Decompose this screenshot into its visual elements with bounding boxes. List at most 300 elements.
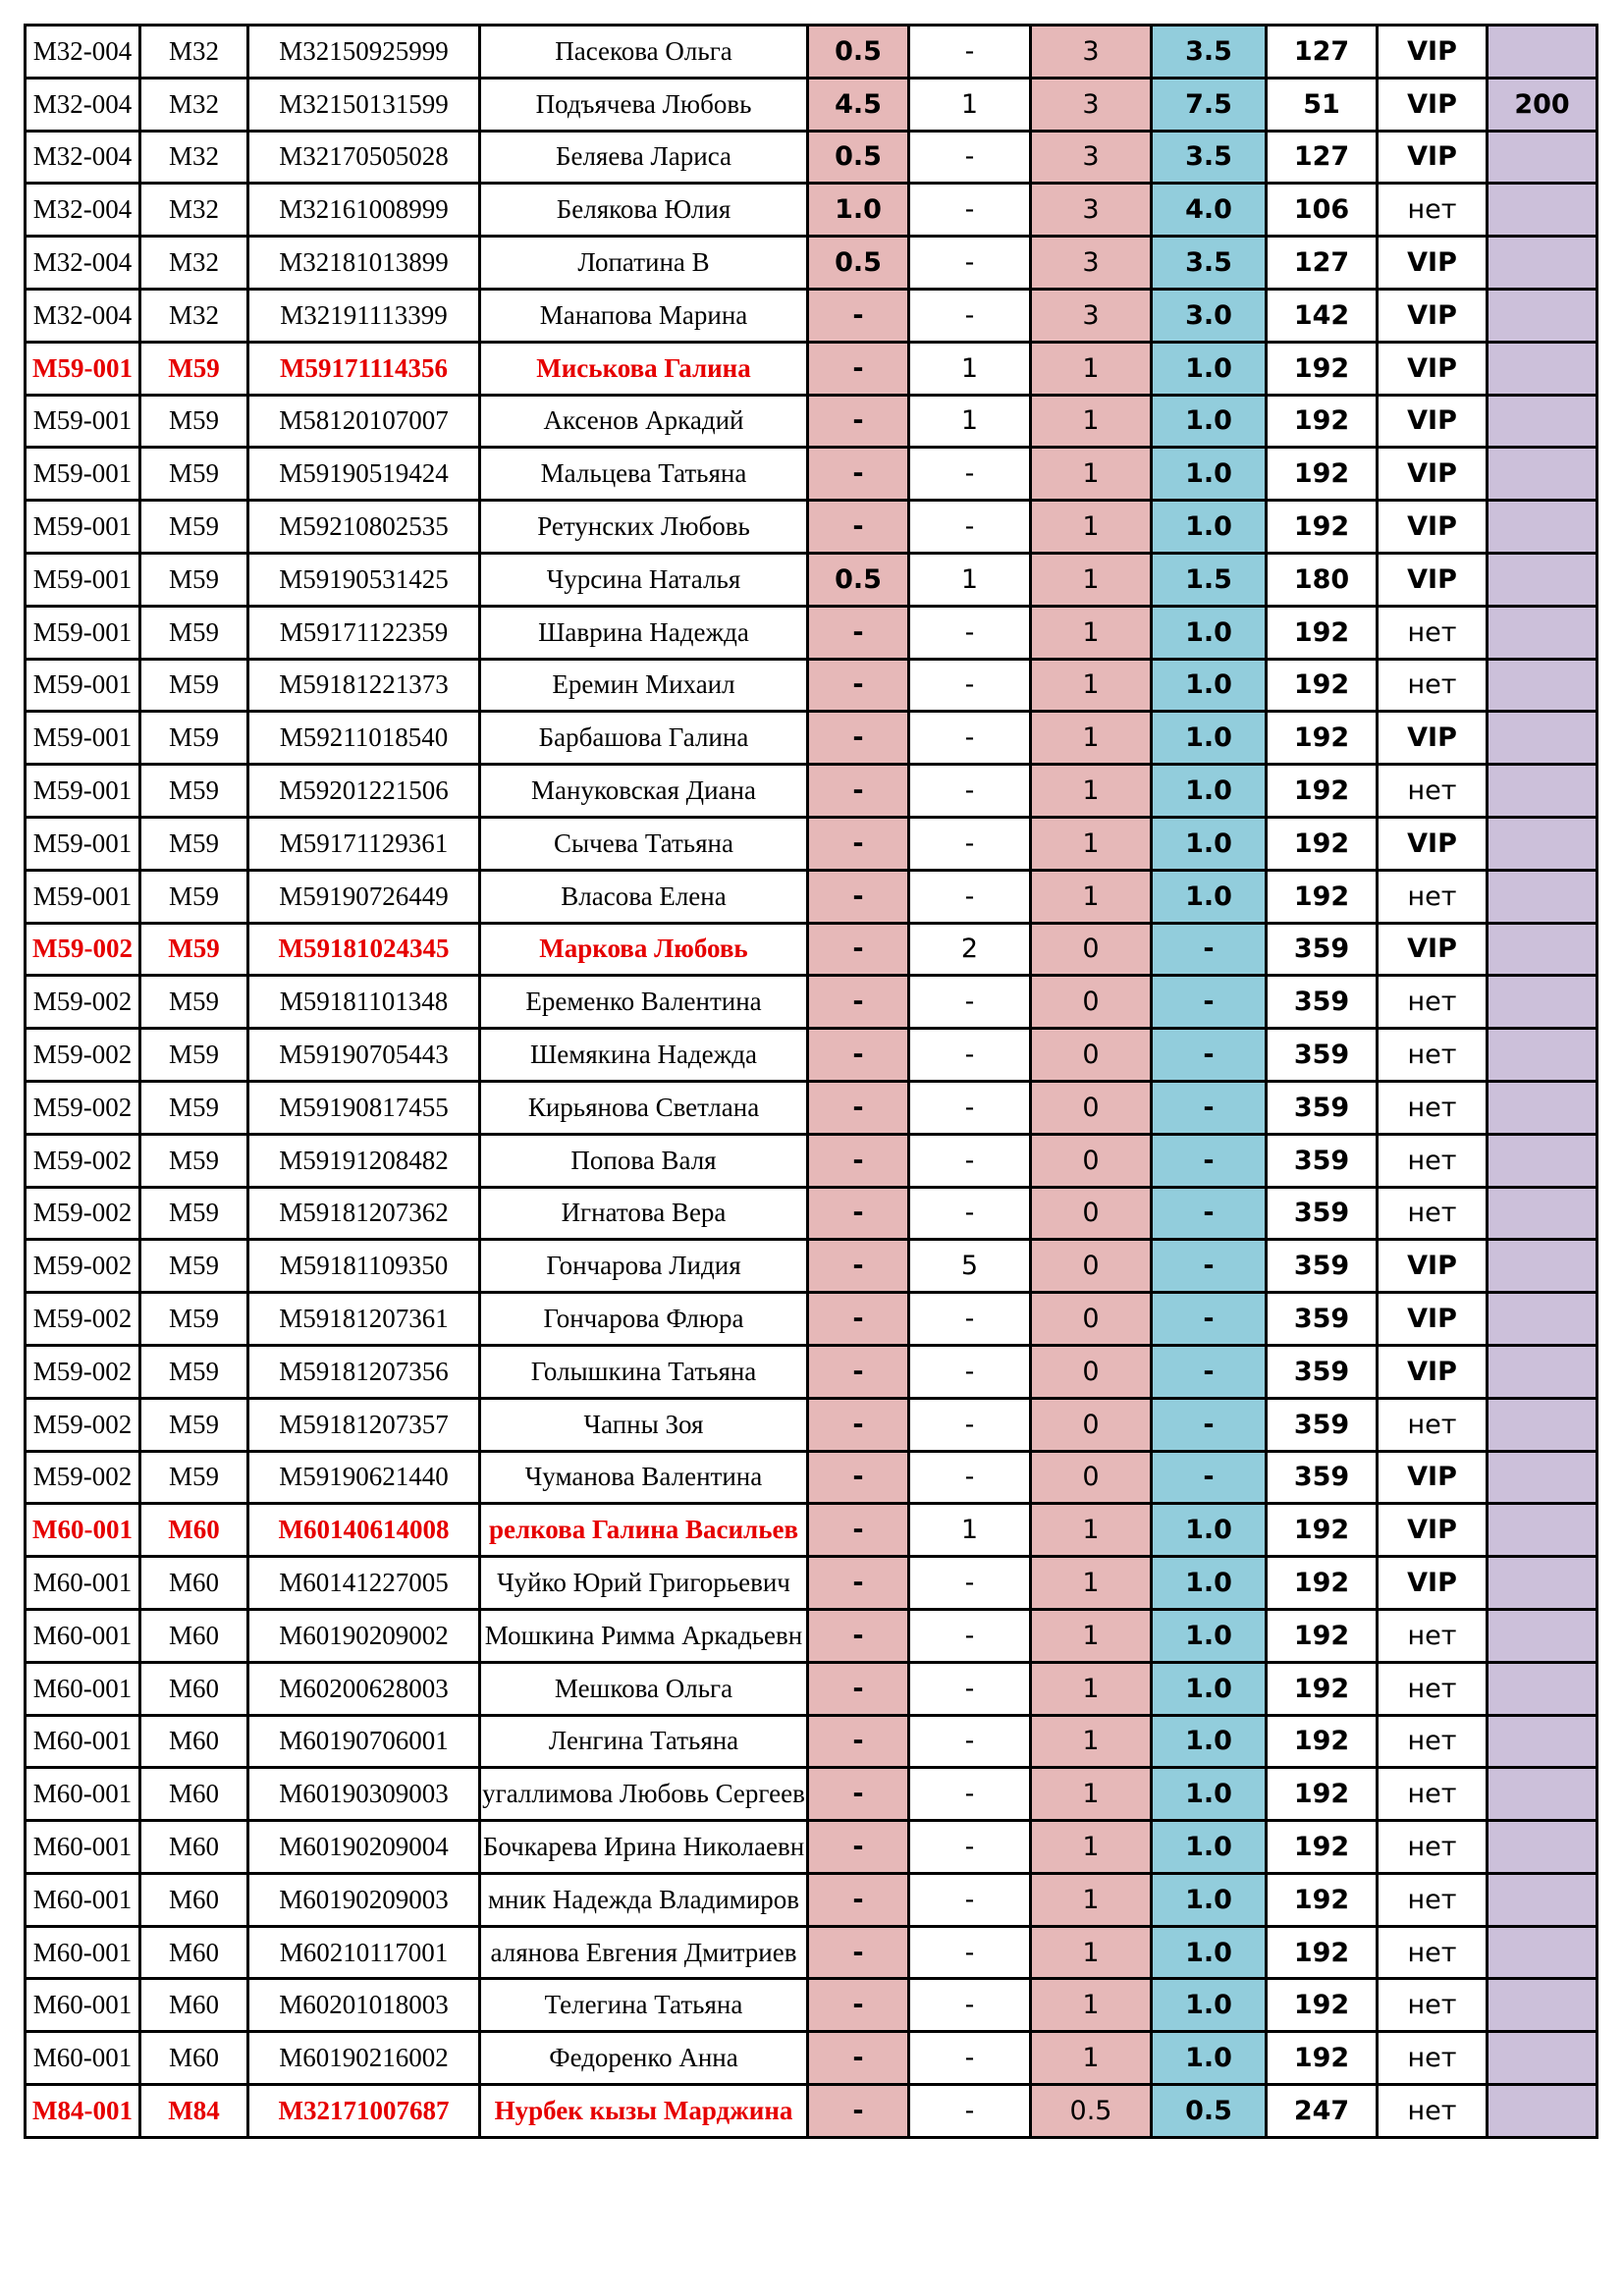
table-row xyxy=(26,501,1597,554)
bonus-cell xyxy=(1488,131,1597,184)
value-a-cell: 1.0 xyxy=(808,184,909,237)
value-b-cell: - xyxy=(909,1293,1031,1346)
value-d-cell: - xyxy=(1152,1081,1267,1134)
value-c-cell: 0 xyxy=(1031,923,1152,976)
bonus-cell xyxy=(1488,606,1597,659)
value-a-cell: - xyxy=(808,1715,909,1768)
group-cell: М59 xyxy=(140,1029,248,1082)
member-code-cell: М60-001 xyxy=(26,1504,140,1557)
value-e-cell: 192 xyxy=(1267,1715,1378,1768)
member-id-cell: М32150131599 xyxy=(248,78,480,131)
member-code-cell: М32-004 xyxy=(26,237,140,290)
value-a-cell: - xyxy=(808,1134,909,1187)
member-code-cell: М60-001 xyxy=(26,2032,140,2085)
value-d-cell: - xyxy=(1152,976,1267,1029)
group-cell: М32 xyxy=(140,78,248,131)
value-c-cell: 3 xyxy=(1031,289,1152,342)
vip-status-cell: VIP xyxy=(1378,1240,1488,1293)
group-cell: М59 xyxy=(140,553,248,606)
value-a-cell: - xyxy=(808,817,909,870)
value-e-cell: 192 xyxy=(1267,1504,1378,1557)
value-a-cell: - xyxy=(808,923,909,976)
value-b-cell: 1 xyxy=(909,78,1031,131)
member-id-cell: М60190706001 xyxy=(248,1715,480,1768)
value-c-cell: 1 xyxy=(1031,1662,1152,1715)
value-c-cell: 1 xyxy=(1031,448,1152,501)
value-b-cell: - xyxy=(909,448,1031,501)
value-d-cell: - xyxy=(1152,1187,1267,1240)
group-cell: М59 xyxy=(140,870,248,923)
value-d-cell: - xyxy=(1152,1134,1267,1187)
table-row xyxy=(26,1873,1597,1926)
group-cell: М59 xyxy=(140,395,248,448)
member-name-cell: Мануковская Диана xyxy=(480,765,808,818)
value-d-cell: 1.0 xyxy=(1152,501,1267,554)
bonus-cell xyxy=(1488,1029,1597,1082)
value-d-cell: 1.0 xyxy=(1152,870,1267,923)
value-e-cell: 247 xyxy=(1267,2085,1378,2138)
group-cell: М59 xyxy=(140,817,248,870)
member-id-cell: М60190309003 xyxy=(248,1768,480,1821)
vip-status-cell: VIP xyxy=(1378,1293,1488,1346)
value-a-cell: - xyxy=(808,289,909,342)
member-name-cell: Подъячева Любовь xyxy=(480,78,808,131)
value-b-cell: - xyxy=(909,1029,1031,1082)
value-b-cell: 1 xyxy=(909,395,1031,448)
vip-status-cell: нет xyxy=(1378,1187,1488,1240)
value-c-cell: 3 xyxy=(1031,184,1152,237)
group-cell: М59 xyxy=(140,1398,248,1451)
table-row xyxy=(26,1451,1597,1504)
value-b-cell: - xyxy=(909,1398,1031,1451)
vip-status-cell: VIP xyxy=(1378,289,1488,342)
value-a-cell: - xyxy=(808,712,909,765)
member-name-cell: Телегина Татьяна xyxy=(480,1979,808,2032)
member-name-cell: Чурсина Наталья xyxy=(480,553,808,606)
member-id-cell: М32170505028 xyxy=(248,131,480,184)
member-id-cell: М59190817455 xyxy=(248,1081,480,1134)
member-code-cell: М60-001 xyxy=(26,1609,140,1662)
bonus-cell xyxy=(1488,1345,1597,1398)
value-d-cell: 1.0 xyxy=(1152,1821,1267,1874)
value-d-cell: - xyxy=(1152,1240,1267,1293)
value-b-cell: - xyxy=(909,1345,1031,1398)
value-d-cell: 1.0 xyxy=(1152,1768,1267,1821)
value-e-cell: 180 xyxy=(1267,553,1378,606)
member-name-cell: Ленгина Татьяна xyxy=(480,1715,808,1768)
value-c-cell: 0 xyxy=(1031,1345,1152,1398)
value-b-cell: - xyxy=(909,2085,1031,2138)
table-row xyxy=(26,2085,1597,2138)
vip-status-cell: нет xyxy=(1378,1609,1488,1662)
member-code-cell: М60-001 xyxy=(26,1662,140,1715)
bonus-cell xyxy=(1488,659,1597,712)
member-name-cell: Барбашова Галина xyxy=(480,712,808,765)
value-c-cell: 0 xyxy=(1031,976,1152,1029)
bonus-cell xyxy=(1488,1557,1597,1610)
group-cell: М60 xyxy=(140,1979,248,2032)
value-e-cell: 192 xyxy=(1267,1873,1378,1926)
member-name-cell: Еремин Михаил xyxy=(480,659,808,712)
member-name-cell: Федоренко Анна xyxy=(480,2032,808,2085)
value-e-cell: 192 xyxy=(1267,1821,1378,1874)
value-c-cell: 1 xyxy=(1031,1768,1152,1821)
group-cell: М59 xyxy=(140,1081,248,1134)
member-id-cell: М59181207362 xyxy=(248,1187,480,1240)
value-c-cell: 0 xyxy=(1031,1029,1152,1082)
member-code-cell: М59-001 xyxy=(26,501,140,554)
value-b-cell: - xyxy=(909,1715,1031,1768)
value-d-cell: 1.0 xyxy=(1152,659,1267,712)
value-a-cell: - xyxy=(808,1557,909,1610)
value-a-cell: - xyxy=(808,1187,909,1240)
member-name-cell: Попова Валя xyxy=(480,1134,808,1187)
member-id-cell: М59181207361 xyxy=(248,1293,480,1346)
table-row xyxy=(26,342,1597,395)
table-row xyxy=(26,1240,1597,1293)
group-cell: М59 xyxy=(140,342,248,395)
value-b-cell: - xyxy=(909,1662,1031,1715)
bonus-cell xyxy=(1488,1187,1597,1240)
bonus-cell xyxy=(1488,1979,1597,2032)
member-code-cell: М59-002 xyxy=(26,1451,140,1504)
value-d-cell: - xyxy=(1152,1398,1267,1451)
member-name-cell: Миськова Галина xyxy=(480,342,808,395)
value-e-cell: 51 xyxy=(1267,78,1378,131)
member-name-cell: алянова Евгения Дмитриев xyxy=(480,1926,808,1979)
value-a-cell: - xyxy=(808,1451,909,1504)
group-cell: М59 xyxy=(140,976,248,1029)
value-e-cell: 192 xyxy=(1267,606,1378,659)
member-id-cell: М58120107007 xyxy=(248,395,480,448)
member-id-cell: М59181207356 xyxy=(248,1345,480,1398)
value-e-cell: 192 xyxy=(1267,817,1378,870)
value-a-cell: - xyxy=(808,501,909,554)
group-cell: М60 xyxy=(140,1821,248,1874)
group-cell: М59 xyxy=(140,606,248,659)
value-b-cell: - xyxy=(909,289,1031,342)
group-cell: М59 xyxy=(140,923,248,976)
vip-status-cell: нет xyxy=(1378,1029,1488,1082)
bonus-cell xyxy=(1488,1768,1597,1821)
member-name-cell: Власова Елена xyxy=(480,870,808,923)
value-c-cell: 1 xyxy=(1031,712,1152,765)
table-row xyxy=(26,1504,1597,1557)
value-d-cell: 1.0 xyxy=(1152,1557,1267,1610)
bonus-cell xyxy=(1488,1662,1597,1715)
value-b-cell: - xyxy=(909,976,1031,1029)
table-row xyxy=(26,1134,1597,1187)
value-c-cell: 1 xyxy=(1031,1504,1152,1557)
vip-status-cell: VIP xyxy=(1378,26,1488,79)
table-row xyxy=(26,131,1597,184)
table-row xyxy=(26,184,1597,237)
table-row xyxy=(26,1345,1597,1398)
bonus-cell xyxy=(1488,1293,1597,1346)
value-a-cell: - xyxy=(808,2085,909,2138)
vip-status-cell: нет xyxy=(1378,1081,1488,1134)
bonus-cell xyxy=(1488,1081,1597,1134)
member-id-cell: М32161008999 xyxy=(248,184,480,237)
value-e-cell: 192 xyxy=(1267,2032,1378,2085)
member-name-cell: Чапны Зоя xyxy=(480,1398,808,1451)
bonus-cell xyxy=(1488,1926,1597,1979)
value-c-cell: 3 xyxy=(1031,78,1152,131)
member-name-cell: Маркова Любовь xyxy=(480,923,808,976)
member-name-cell: Белякова Юлия xyxy=(480,184,808,237)
value-b-cell: 2 xyxy=(909,923,1031,976)
value-e-cell: 106 xyxy=(1267,184,1378,237)
group-cell: М59 xyxy=(140,1134,248,1187)
value-e-cell: 192 xyxy=(1267,395,1378,448)
member-name-cell: Аксенов Аркадий xyxy=(480,395,808,448)
value-d-cell: - xyxy=(1152,923,1267,976)
value-a-cell: - xyxy=(808,606,909,659)
bonus-cell xyxy=(1488,289,1597,342)
vip-status-cell: нет xyxy=(1378,765,1488,818)
table-row xyxy=(26,976,1597,1029)
value-d-cell: 1.0 xyxy=(1152,712,1267,765)
member-code-cell: М59-002 xyxy=(26,1293,140,1346)
value-d-cell: 1.0 xyxy=(1152,606,1267,659)
value-d-cell: - xyxy=(1152,1345,1267,1398)
bonus-cell xyxy=(1488,817,1597,870)
value-c-cell: 1 xyxy=(1031,1557,1152,1610)
member-code-cell: М60-001 xyxy=(26,1926,140,1979)
group-cell: М59 xyxy=(140,501,248,554)
value-b-cell: - xyxy=(909,1926,1031,1979)
member-id-cell: М59181024345 xyxy=(248,923,480,976)
member-code-cell: М59-002 xyxy=(26,1187,140,1240)
member-code-cell: М59-002 xyxy=(26,1029,140,1082)
vip-status-cell: нет xyxy=(1378,870,1488,923)
table-row xyxy=(26,78,1597,131)
member-id-cell: М59181109350 xyxy=(248,1240,480,1293)
value-e-cell: 192 xyxy=(1267,1557,1378,1610)
value-a-cell: - xyxy=(808,448,909,501)
value-a-cell: - xyxy=(808,1662,909,1715)
vip-status-cell: нет xyxy=(1378,2085,1488,2138)
group-cell: М59 xyxy=(140,1293,248,1346)
value-e-cell: 127 xyxy=(1267,131,1378,184)
group-cell: М59 xyxy=(140,1240,248,1293)
vip-status-cell: нет xyxy=(1378,2032,1488,2085)
member-id-cell: М59171122359 xyxy=(248,606,480,659)
table-row xyxy=(26,395,1597,448)
vip-status-cell: VIP xyxy=(1378,501,1488,554)
member-code-cell: М32-004 xyxy=(26,131,140,184)
vip-status-cell: нет xyxy=(1378,1715,1488,1768)
member-code-cell: М60-001 xyxy=(26,1768,140,1821)
member-id-cell: М60141227005 xyxy=(248,1557,480,1610)
member-name-cell: Игнатова Вера xyxy=(480,1187,808,1240)
value-e-cell: 359 xyxy=(1267,1398,1378,1451)
table-row xyxy=(26,26,1597,79)
value-b-cell: - xyxy=(909,712,1031,765)
table-row xyxy=(26,1821,1597,1874)
bonus-cell xyxy=(1488,1240,1597,1293)
table-row xyxy=(26,553,1597,606)
member-id-cell: М59190621440 xyxy=(248,1451,480,1504)
bonus-cell xyxy=(1488,26,1597,79)
table-row xyxy=(26,712,1597,765)
member-name-cell: Ретунских Любовь xyxy=(480,501,808,554)
member-code-cell: М59-002 xyxy=(26,923,140,976)
vip-status-cell: нет xyxy=(1378,1134,1488,1187)
value-e-cell: 192 xyxy=(1267,501,1378,554)
value-c-cell: 0 xyxy=(1031,1134,1152,1187)
value-c-cell: 0 xyxy=(1031,1240,1152,1293)
bonus-cell xyxy=(1488,1451,1597,1504)
vip-status-cell: нет xyxy=(1378,1979,1488,2032)
value-a-cell: - xyxy=(808,1081,909,1134)
value-e-cell: 359 xyxy=(1267,923,1378,976)
bonus-cell xyxy=(1488,237,1597,290)
value-a-cell: - xyxy=(808,1768,909,1821)
value-c-cell: 1 xyxy=(1031,342,1152,395)
group-cell: М59 xyxy=(140,1187,248,1240)
value-d-cell: - xyxy=(1152,1029,1267,1082)
value-b-cell: - xyxy=(909,765,1031,818)
value-c-cell: 1 xyxy=(1031,765,1152,818)
member-code-cell: М84-001 xyxy=(26,2085,140,2138)
value-e-cell: 192 xyxy=(1267,870,1378,923)
value-d-cell: 1.0 xyxy=(1152,817,1267,870)
value-a-cell: - xyxy=(808,342,909,395)
value-d-cell: 1.0 xyxy=(1152,1504,1267,1557)
member-code-cell: М59-001 xyxy=(26,817,140,870)
value-b-cell: - xyxy=(909,501,1031,554)
member-name-cell: мник Надежда Владимиров xyxy=(480,1873,808,1926)
vip-status-cell: нет xyxy=(1378,1662,1488,1715)
value-e-cell: 192 xyxy=(1267,659,1378,712)
table-row xyxy=(26,1557,1597,1610)
value-a-cell: - xyxy=(808,395,909,448)
member-id-cell: М59181207357 xyxy=(248,1398,480,1451)
value-d-cell: 3.5 xyxy=(1152,26,1267,79)
value-a-cell: - xyxy=(808,1504,909,1557)
value-a-cell: 4.5 xyxy=(808,78,909,131)
vip-status-cell: VIP xyxy=(1378,237,1488,290)
group-cell: М60 xyxy=(140,2032,248,2085)
value-e-cell: 192 xyxy=(1267,1979,1378,2032)
member-name-cell: Манапова Марина xyxy=(480,289,808,342)
value-e-cell: 192 xyxy=(1267,448,1378,501)
member-code-cell: М59-001 xyxy=(26,448,140,501)
value-e-cell: 192 xyxy=(1267,1662,1378,1715)
value-b-cell: - xyxy=(909,1609,1031,1662)
value-e-cell: 192 xyxy=(1267,1768,1378,1821)
member-id-cell: М32150925999 xyxy=(248,26,480,79)
member-id-cell: М59171114356 xyxy=(248,342,480,395)
value-b-cell: - xyxy=(909,1451,1031,1504)
member-name-cell: Шаврина Надежда xyxy=(480,606,808,659)
value-c-cell: 1 xyxy=(1031,501,1152,554)
value-d-cell: - xyxy=(1152,1451,1267,1504)
bonus-cell xyxy=(1488,1398,1597,1451)
value-d-cell: 1.0 xyxy=(1152,1873,1267,1926)
member-id-cell: М60190209002 xyxy=(248,1609,480,1662)
vip-status-cell: VIP xyxy=(1378,817,1488,870)
value-b-cell: - xyxy=(909,659,1031,712)
member-code-cell: М59-001 xyxy=(26,712,140,765)
table-row xyxy=(26,817,1597,870)
bonus-cell xyxy=(1488,1504,1597,1557)
member-id-cell: М32171007687 xyxy=(248,2085,480,2138)
member-id-cell: М59211018540 xyxy=(248,712,480,765)
value-c-cell: 0 xyxy=(1031,1398,1152,1451)
group-cell: М32 xyxy=(140,237,248,290)
value-b-cell: 1 xyxy=(909,553,1031,606)
member-code-cell: М60-001 xyxy=(26,1979,140,2032)
value-c-cell: 1 xyxy=(1031,2032,1152,2085)
table-row xyxy=(26,923,1597,976)
value-b-cell: - xyxy=(909,1134,1031,1187)
bonus-cell xyxy=(1488,2032,1597,2085)
member-id-cell: М60190216002 xyxy=(248,2032,480,2085)
member-code-cell: М32-004 xyxy=(26,289,140,342)
vip-status-cell: VIP xyxy=(1378,923,1488,976)
value-d-cell: 1.0 xyxy=(1152,1926,1267,1979)
member-name-cell: Голышкина Татьяна xyxy=(480,1345,808,1398)
table-row xyxy=(26,1293,1597,1346)
value-d-cell: 1.0 xyxy=(1152,395,1267,448)
member-id-cell: М59190705443 xyxy=(248,1029,480,1082)
member-id-cell: М59190726449 xyxy=(248,870,480,923)
value-b-cell: - xyxy=(909,1979,1031,2032)
member-code-cell: М59-002 xyxy=(26,1345,140,1398)
group-cell: М59 xyxy=(140,659,248,712)
value-b-cell: - xyxy=(909,606,1031,659)
value-c-cell: 1 xyxy=(1031,606,1152,659)
member-id-cell: М60201018003 xyxy=(248,1979,480,2032)
vip-status-cell: VIP xyxy=(1378,1504,1488,1557)
value-b-cell: - xyxy=(909,1557,1031,1610)
member-code-cell: М59-001 xyxy=(26,606,140,659)
bonus-cell: 200 xyxy=(1488,78,1597,131)
group-cell: М60 xyxy=(140,1926,248,1979)
member-name-cell: Бочкарева Ирина Николаевн xyxy=(480,1821,808,1874)
member-name-cell: Чуманова Валентина xyxy=(480,1451,808,1504)
group-cell: М60 xyxy=(140,1768,248,1821)
value-b-cell: 5 xyxy=(909,1240,1031,1293)
member-name-cell: Сычева Татьяна xyxy=(480,817,808,870)
value-a-cell: 0.5 xyxy=(808,553,909,606)
value-d-cell: 1.5 xyxy=(1152,553,1267,606)
value-c-cell: 3 xyxy=(1031,131,1152,184)
member-id-cell: М60200628003 xyxy=(248,1662,480,1715)
table-row xyxy=(26,1715,1597,1768)
member-id-cell: М60210117001 xyxy=(248,1926,480,1979)
bonus-cell xyxy=(1488,2085,1597,2138)
value-e-cell: 192 xyxy=(1267,1926,1378,1979)
member-code-cell: М59-001 xyxy=(26,659,140,712)
group-cell: М60 xyxy=(140,1609,248,1662)
value-b-cell: - xyxy=(909,870,1031,923)
member-code-cell: М59-001 xyxy=(26,395,140,448)
value-c-cell: 0 xyxy=(1031,1187,1152,1240)
table-row xyxy=(26,1979,1597,2032)
member-id-cell: М59210802535 xyxy=(248,501,480,554)
table-row xyxy=(26,1662,1597,1715)
vip-status-cell: нет xyxy=(1378,184,1488,237)
value-e-cell: 192 xyxy=(1267,342,1378,395)
table-row xyxy=(26,448,1597,501)
table-row xyxy=(26,289,1597,342)
group-cell: М59 xyxy=(140,1451,248,1504)
value-d-cell: 1.0 xyxy=(1152,1715,1267,1768)
group-cell: М60 xyxy=(140,1504,248,1557)
